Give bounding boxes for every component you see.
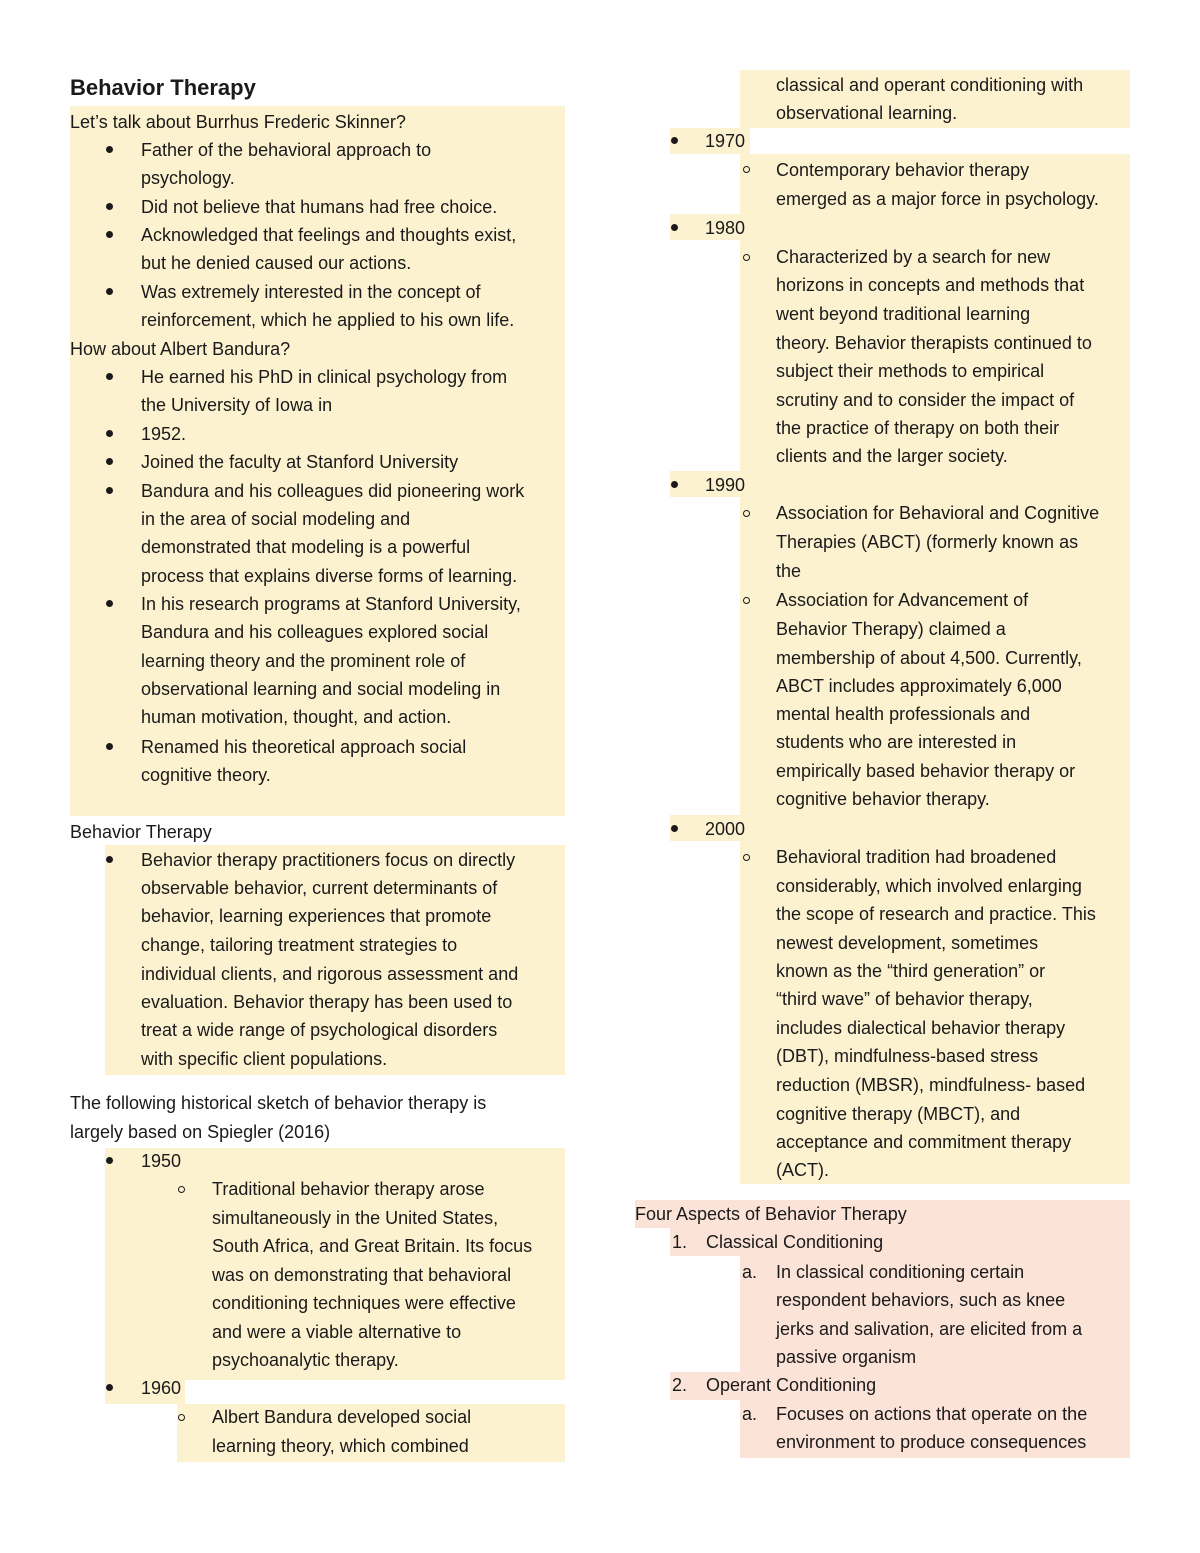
list-item: the scope of research and practice. This — [776, 904, 1096, 924]
aspects-heading: Four Aspects of Behavior Therapy — [635, 1204, 907, 1224]
list-item: observational learning and social modeling in — [141, 679, 501, 699]
list-item: psychoanalytic therapy. — [212, 1350, 399, 1370]
list-item: “third wave” of behavior therapy, — [776, 989, 1033, 1009]
sub-bullet-icon — [743, 854, 750, 861]
list-item: Bandura and his colleagues did pioneering work — [141, 481, 525, 501]
sub-bullet-icon — [178, 1414, 185, 1421]
bullet-icon — [671, 137, 678, 144]
bullet-icon — [671, 481, 678, 488]
list-item: went beyond traditional learning — [776, 304, 1031, 324]
list-item: Therapies (ABCT) (formerly known as — [776, 532, 1079, 552]
list-item: learning theory, which combined — [212, 1436, 469, 1456]
bullet-icon — [106, 458, 113, 465]
list-item: observable behavior, current determinants of — [141, 878, 498, 898]
list-item: human motivation, thought, and action. — [141, 707, 452, 727]
list-item: Bandura and his colleagues explored social — [141, 622, 489, 642]
list-item: change, tailoring treatment strategies to — [141, 935, 458, 955]
sub-bullet-icon — [743, 510, 750, 517]
bullet-icon — [671, 224, 678, 231]
sub-bullet-icon — [743, 166, 750, 173]
list-letter: a. — [742, 1262, 758, 1282]
aspect-label: Operant Conditioning — [706, 1375, 877, 1395]
bullet-icon — [106, 743, 113, 750]
list-item: reduction (MBSR), mindfulness- based — [776, 1075, 1086, 1095]
list-item: in the area of social modeling and — [141, 509, 411, 529]
list-item: process that explains diverse forms of learning. — [141, 566, 518, 586]
list-item: known as the “third generation” or — [776, 961, 1046, 981]
bt-heading: Behavior Therapy — [70, 822, 212, 842]
list-item: Did not believe that humans had free choice. — [141, 197, 498, 217]
list-item: the — [776, 561, 802, 581]
list-item: Characterized by a search for new — [776, 247, 1051, 267]
list-item: emerged as a major force in psychology. — [776, 189, 1099, 209]
list-item: observational learning. — [776, 103, 958, 123]
list-item: and were a viable alternative to — [212, 1322, 462, 1342]
year-1970: 1970 — [705, 131, 746, 151]
sub-bullet-icon — [743, 597, 750, 604]
list-item: scrutiny and to consider the impact of — [776, 390, 1075, 410]
list-item: psychology. — [141, 168, 235, 188]
year-1950: 1950 — [141, 1151, 182, 1171]
list-item: with specific client populations. — [141, 1049, 388, 1069]
bullet-icon — [106, 231, 113, 238]
page-title: Behavior Therapy — [70, 75, 256, 100]
list-item: Association for Advancement of — [776, 590, 1029, 610]
bullet-icon — [671, 825, 678, 832]
list-item: Was extremely interested in the concept of — [141, 282, 481, 302]
list-item: He earned his PhD in clinical psychology from — [141, 367, 508, 387]
list-item: acceptance and commitment therapy — [776, 1132, 1072, 1152]
list-item: simultaneously in the United States, — [212, 1208, 499, 1228]
list-item: South Africa, and Great Britain. Its focus — [212, 1236, 533, 1256]
list-item: individual clients, and rigorous assessment and — [141, 964, 519, 984]
list-item: Traditional behavior therapy arose — [212, 1179, 485, 1199]
list-item: cognitive theory. — [141, 765, 271, 785]
list-item: learning theory and the prominent role of — [141, 651, 466, 671]
list-item: Behavior therapy practitioners focus on directly — [141, 850, 516, 870]
list-number: 1. — [672, 1232, 688, 1252]
list-item: Albert Bandura developed social — [212, 1407, 472, 1427]
skinner-heading: Let’s talk about Burrhus Frederic Skinner? — [70, 112, 406, 132]
list-item: treat a wide range of psychological disorders — [141, 1020, 498, 1040]
list-item: behavior, learning experiences that promote — [141, 906, 492, 926]
list-item: (ACT). — [776, 1160, 829, 1180]
list-item: ABCT includes approximately 6,000 — [776, 676, 1062, 696]
list-item: cognitive behavior therapy. — [776, 789, 990, 809]
list-item: membership of about 4,500. Currently, — [776, 648, 1082, 668]
list-item: but he denied caused our actions. — [141, 253, 412, 273]
bullet-icon — [106, 1384, 113, 1391]
list-item: passive organism — [776, 1347, 917, 1367]
list-item: cognitive therapy (MBCT), and — [776, 1104, 1021, 1124]
bullet-icon — [106, 1157, 113, 1164]
list-item: environment to produce consequences — [776, 1432, 1087, 1452]
list-number: 2. — [672, 1375, 688, 1395]
list-item: Behavioral tradition had broadened — [776, 847, 1057, 867]
bullet-icon — [106, 600, 113, 607]
bullet-icon — [106, 373, 113, 380]
bullet-icon — [106, 146, 113, 153]
list-item: In his research programs at Stanford University, — [141, 594, 521, 614]
history-intro: largely based on Spiegler (2016) — [70, 1122, 331, 1142]
bullet-icon — [106, 203, 113, 210]
list-item: theory. Behavior therapists continued to — [776, 333, 1092, 353]
bullet-icon — [106, 288, 113, 295]
list-letter: a. — [742, 1404, 758, 1424]
list-item: evaluation. Behavior therapy has been used to — [141, 992, 513, 1012]
list-item: Contemporary behavior therapy — [776, 160, 1030, 180]
list-item: subject their methods to empirical — [776, 361, 1045, 381]
list-item: mental health professionals and — [776, 704, 1031, 724]
list-item: Father of the behavioral approach to — [141, 140, 432, 160]
list-item: horizons in concepts and methods that — [776, 275, 1085, 295]
history-intro: The following historical sketch of behavior therapy is — [70, 1093, 487, 1113]
sub-bullet-icon — [178, 1186, 185, 1193]
list-item: Association for Behavioral and Cognitive — [776, 503, 1100, 523]
list-item: Joined the faculty at Stanford University — [141, 452, 459, 472]
list-item: includes dialectical behavior therapy — [776, 1018, 1066, 1038]
aspect-label: Classical Conditioning — [706, 1232, 884, 1252]
list-item: clients and the larger society. — [776, 446, 1008, 466]
list-item: empirically based behavior therapy or — [776, 761, 1076, 781]
list-item: considerably, which involved enlarging — [776, 876, 1082, 896]
list-item: the University of Iowa in — [141, 395, 333, 415]
year-2000: 2000 — [705, 819, 746, 839]
list-item: classical and operant conditioning with — [776, 75, 1084, 95]
list-item: (DBT), mindfulness-based stress — [776, 1046, 1039, 1066]
bullet-icon — [106, 487, 113, 494]
list-item: students who are interested in — [776, 732, 1017, 752]
year-1960: 1960 — [141, 1378, 182, 1398]
list-item: jerks and salivation, are elicited from a — [776, 1319, 1083, 1339]
list-item: the practice of therapy on both their — [776, 418, 1060, 438]
sub-bullet-icon — [743, 254, 750, 261]
bullet-icon — [106, 430, 113, 437]
list-item: Behavior Therapy) claimed a — [776, 619, 1006, 639]
list-item: Renamed his theoretical approach social — [141, 737, 467, 757]
year-1990: 1990 — [705, 475, 746, 495]
list-item: respondent behaviors, such as knee — [776, 1290, 1066, 1310]
list-item: In classical conditioning certain — [776, 1262, 1025, 1282]
list-item: Acknowledged that feelings and thoughts exist, — [141, 225, 517, 245]
list-item: Focuses on actions that operate on the — [776, 1404, 1088, 1424]
year-1980: 1980 — [705, 218, 746, 238]
bullet-icon — [106, 856, 113, 863]
list-item: conditioning techniques were effective — [212, 1293, 516, 1313]
list-item: 1952. — [141, 424, 187, 444]
list-item: demonstrated that modeling is a powerful — [141, 537, 471, 557]
list-item: reinforcement, which he applied to his own life. — [141, 310, 515, 330]
list-item: newest development, sometimes — [776, 933, 1039, 953]
list-item: was on demonstrating that behavioral — [212, 1265, 512, 1285]
bandura-heading: How about Albert Bandura? — [70, 339, 291, 359]
